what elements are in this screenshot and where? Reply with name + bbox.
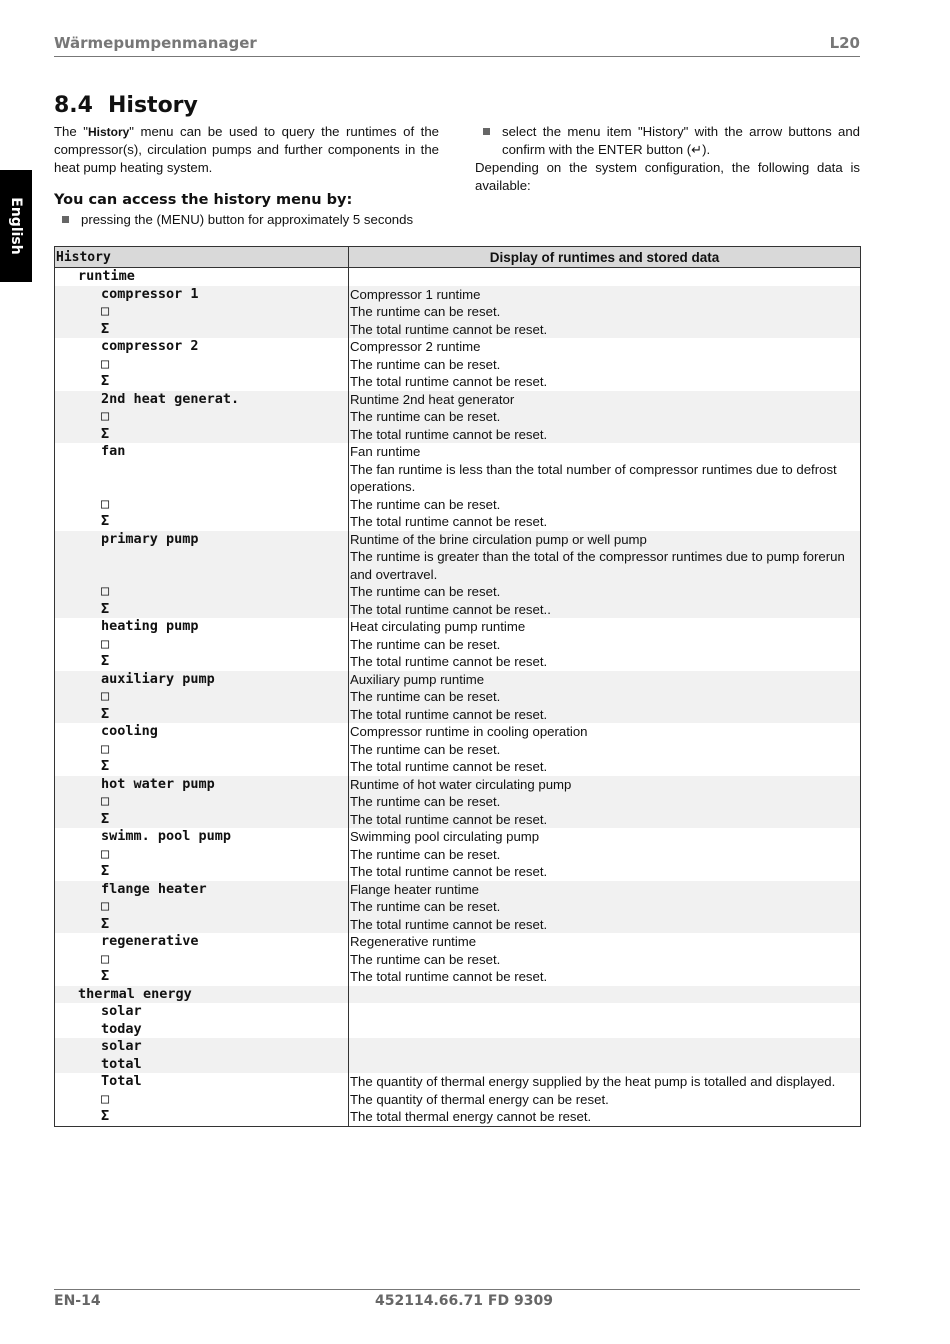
table-row	[55, 723, 861, 776]
table-row-solar-total	[55, 1038, 861, 1073]
menu-item-lcd	[55, 286, 348, 339]
menu-item-lcd	[55, 531, 348, 619]
table-cell-description	[349, 391, 861, 444]
description-text	[349, 338, 860, 391]
description-total: The total runtime cannot be reset.	[350, 426, 548, 442]
description-total: The total runtime cannot be reset.	[350, 321, 548, 337]
table-cell-description	[349, 618, 861, 671]
description-title: Compressor 1 runtime	[350, 286, 481, 302]
total-symbol-icon: Σ	[101, 600, 110, 617]
table-row	[55, 531, 861, 619]
description-title: Auxiliary pump runtime	[350, 671, 485, 687]
table-cell-menu-item	[55, 1003, 349, 1038]
reset-symbol-icon: □	[101, 408, 110, 424]
total-symbol-icon: Σ	[101, 373, 110, 389]
menu-item-lcd	[55, 881, 348, 934]
description-text	[349, 1073, 860, 1126]
menu-item-name: cooling	[101, 723, 158, 739]
description-note: The fan runtime is less than the total number of compressor runtimes due to defrost operations.	[350, 461, 837, 494]
spacer	[101, 566, 348, 584]
description-reset: The runtime can be reset.	[350, 409, 501, 424]
total-symbol-icon: Σ	[101, 968, 110, 984]
description-total: The total runtime cannot be reset.	[350, 969, 548, 984]
description-text	[349, 391, 860, 444]
table-cell-description	[349, 881, 861, 934]
reset-symbol-icon: □	[101, 303, 110, 319]
description-reset: The runtime can be reset.	[350, 951, 501, 967]
table-row	[55, 391, 861, 444]
group-label-thermal-energy: thermal energy	[78, 985, 192, 1002]
description-total: The total runtime cannot be reset.	[350, 811, 548, 827]
description-text	[349, 881, 860, 934]
reset-symbol-icon: □	[101, 1090, 110, 1107]
description-total: The total thermal energy cannot be reset.	[350, 1109, 592, 1124]
menu-item-name: fan	[101, 443, 126, 459]
availability-paragraph: Depending on the system configuration, the following data is available:	[475, 160, 860, 193]
total-symbol-icon: Σ	[101, 915, 110, 932]
description-text	[349, 618, 860, 671]
total-symbol-icon: Σ	[101, 705, 110, 722]
menu-item-total: total	[101, 1055, 142, 1072]
reset-symbol-icon: □	[101, 688, 110, 704]
bullet-item-menu	[54, 211, 439, 229]
description-title: Compressor 2 runtime	[350, 339, 481, 354]
history-table	[54, 246, 861, 1127]
section-title: History	[108, 93, 198, 118]
reset-symbol-icon: □	[101, 793, 110, 809]
table-row	[55, 443, 861, 531]
table-row	[55, 338, 861, 391]
menu-item-name: swimm. pool pump	[101, 828, 232, 844]
intro-text-a: The "	[54, 124, 88, 139]
description-title: Runtime of the brine circulation pump or well pump	[350, 531, 647, 547]
menu-item-name: compressor 2	[101, 338, 199, 354]
description-title: Compressor runtime in cooling operation	[350, 724, 588, 739]
menu-item-name: heating pump	[101, 618, 199, 634]
description-reset: The runtime can be reset.	[350, 741, 501, 757]
description-total: The total runtime cannot be reset.	[350, 759, 548, 774]
table-cell-description	[349, 443, 861, 531]
menu-item-lcd	[55, 1038, 348, 1073]
spacer	[101, 548, 348, 566]
table-cell-group	[55, 986, 349, 1004]
table-cell-description	[349, 531, 861, 619]
reset-symbol-icon: □	[101, 950, 110, 967]
reset-symbol-icon: □	[101, 635, 110, 652]
menu-item-name: hot water pump	[101, 775, 215, 792]
description-reset: The runtime can be reset.	[350, 496, 501, 512]
description-total: The total runtime cannot be reset.	[350, 514, 548, 529]
table-cell-menu-item	[55, 723, 349, 776]
description-total: The total runtime cannot be reset.	[350, 916, 548, 932]
table-header-display: Display of runtimes and stored data	[349, 247, 861, 268]
spacer	[101, 478, 348, 496]
table-cell-menu-item	[55, 881, 349, 934]
menu-item-lcd	[55, 933, 348, 986]
total-symbol-icon: Σ	[101, 810, 110, 827]
table-row	[55, 776, 861, 829]
table-cell-menu-item	[55, 443, 349, 531]
table-row	[55, 618, 861, 671]
menu-item-solar: solar	[101, 1003, 142, 1019]
menu-item-lcd	[55, 391, 348, 444]
intro-paragraph	[54, 123, 439, 177]
description-reset: The runtime can be reset.	[350, 689, 501, 704]
footer-page-number: EN-14	[54, 1293, 101, 1309]
table-row-solar-today	[55, 1003, 861, 1038]
description-text	[349, 933, 860, 986]
table-cell-menu-item	[55, 671, 349, 724]
table-cell-description	[349, 933, 861, 986]
description-title: Swimming pool circulating pump	[350, 829, 540, 844]
table-row	[55, 828, 861, 881]
description-text	[349, 531, 860, 619]
total-symbol-icon: Σ	[101, 513, 110, 529]
description-title: Runtime of hot water circulating pump	[350, 776, 572, 792]
description-total: The total runtime cannot be reset.	[350, 374, 548, 389]
reset-symbol-icon: □	[101, 845, 110, 862]
description-reset: The runtime can be reset.	[350, 899, 501, 914]
menu-item-name: 2nd heat generat.	[101, 390, 240, 407]
table-row	[55, 933, 861, 986]
table-cell-menu-item	[55, 1038, 349, 1073]
menu-item-lcd	[55, 1073, 348, 1126]
section-number: 8.4	[54, 93, 93, 118]
page-footer	[54, 1289, 860, 1314]
reset-symbol-icon: □	[101, 495, 110, 512]
menu-item-name: auxiliary pump	[101, 670, 215, 687]
description-total: The total runtime cannot be reset..	[350, 601, 551, 617]
footer-doc-number: 452114.66.71 FD 9309	[375, 1293, 553, 1309]
total-symbol-icon: Σ	[101, 320, 110, 337]
description-title: Fan runtime	[350, 444, 421, 459]
table-cell-menu-item	[55, 286, 349, 339]
description-title: Heat circulating pump runtime	[350, 619, 526, 634]
description-text	[349, 443, 860, 531]
description-reset: The runtime can be reset.	[350, 794, 501, 809]
table-cell-description	[349, 1038, 861, 1073]
description-reset: The quantity of thermal energy can be reset.	[350, 1091, 609, 1107]
access-heading: You can access the history menu by:	[54, 192, 353, 208]
table-cell-description	[349, 776, 861, 829]
menu-item-name: compressor 1	[101, 285, 199, 302]
page-header	[54, 32, 860, 57]
description-total: The total runtime cannot be reset.	[350, 864, 548, 879]
description-text	[349, 723, 860, 776]
group-label-runtime: runtime	[78, 268, 135, 284]
description-reset: The runtime can be reset.	[350, 304, 501, 319]
header-code: L20	[829, 34, 860, 52]
total-symbol-icon: Σ	[101, 425, 110, 442]
description-reset: The runtime can be reset.	[350, 584, 501, 599]
table-cell-menu-item	[55, 531, 349, 619]
table-cell-description	[349, 286, 861, 339]
table-row	[55, 286, 861, 339]
menu-item-lcd	[55, 1003, 348, 1038]
table-cell-menu-item	[55, 391, 349, 444]
reset-symbol-icon: □	[101, 898, 110, 914]
language-tab	[0, 170, 32, 282]
spacer	[101, 461, 348, 479]
intro-right-column	[475, 123, 860, 195]
bullet-text: select the menu item "History" with the arrow buttons and confirm with the ENTER button (↵).	[502, 124, 860, 157]
total-symbol-icon: Σ	[101, 863, 110, 879]
description-text	[349, 671, 860, 724]
description-text	[349, 776, 860, 829]
menu-item-solar: solar	[101, 1038, 142, 1054]
table-header-history: History	[55, 247, 349, 268]
bullet-text: pressing the (MENU) button for approximately 5 seconds	[81, 212, 414, 227]
table-cell-empty	[349, 986, 861, 1004]
menu-item-lcd	[55, 443, 348, 531]
description-title: Runtime 2nd heat generator	[350, 391, 515, 407]
intro-text-b: " menu can be used to query the runtimes of the compressor(s), circulation pumps and further components in the heat pump heating system.	[54, 124, 439, 175]
bullet-square-icon	[483, 128, 490, 135]
menu-item-name: Total	[101, 1073, 142, 1089]
table-row	[55, 881, 861, 934]
group-row-runtime	[55, 268, 861, 286]
menu-item-lcd	[55, 671, 348, 724]
table-header-row	[55, 247, 861, 268]
menu-item-name: regenerative	[101, 933, 199, 949]
section-heading	[54, 93, 198, 118]
bullet-square-icon	[62, 216, 69, 223]
menu-item-lcd	[55, 618, 348, 671]
description-text	[349, 828, 860, 881]
description-note: The runtime is greater than the total of the compressor runtimes due to pump forerun and overtravel.	[350, 549, 845, 582]
bullet-item-select	[475, 123, 860, 159]
table-cell-description	[349, 828, 861, 881]
menu-item-lcd	[55, 828, 348, 881]
total-symbol-icon: Σ	[101, 1108, 110, 1124]
intro-left-column	[54, 123, 439, 229]
description-title: Flange heater runtime	[350, 881, 480, 897]
table-cell-menu-item	[55, 618, 349, 671]
description-reset: The runtime can be reset.	[350, 636, 501, 652]
description-text	[349, 286, 860, 339]
menu-item-name: flange heater	[101, 880, 207, 897]
reset-symbol-icon: □	[101, 355, 110, 372]
group-row-thermal-energy	[55, 986, 861, 1004]
header-title: Wärmepumpenmanager	[54, 34, 257, 52]
table-cell-description	[349, 671, 861, 724]
total-symbol-icon: Σ	[101, 653, 110, 669]
reset-symbol-icon: □	[101, 740, 110, 757]
table-cell-menu-item	[55, 776, 349, 829]
table-cell-description	[349, 1073, 861, 1126]
menu-item-lcd	[55, 338, 348, 391]
language-tab-label: English	[8, 197, 24, 255]
menu-item-lcd	[55, 723, 348, 776]
total-symbol-icon: Σ	[101, 758, 110, 774]
description-total: The total runtime cannot be reset.	[350, 706, 548, 722]
table-cell-description	[349, 723, 861, 776]
menu-item-lcd	[55, 776, 348, 829]
table-cell-menu-item	[55, 828, 349, 881]
table-cell-description	[349, 338, 861, 391]
table-cell-menu-item	[55, 338, 349, 391]
description-title: The quantity of thermal energy supplied by the heat pump is totalled and displayed.	[350, 1074, 836, 1089]
table-row	[55, 671, 861, 724]
reset-symbol-icon: □	[101, 583, 110, 599]
table-row-total	[55, 1073, 861, 1126]
menu-item-today: today	[101, 1020, 142, 1037]
description-title: Regenerative runtime	[350, 934, 477, 949]
description-reset: The runtime can be reset.	[350, 356, 501, 372]
description-total: The total runtime cannot be reset.	[350, 654, 548, 669]
table-cell-description	[349, 1003, 861, 1038]
intro-history-term: History	[87, 125, 130, 139]
table-cell-menu-item	[55, 1073, 349, 1126]
table-cell-menu-item	[55, 933, 349, 986]
menu-item-name: primary pump	[101, 530, 199, 547]
description-reset: The runtime can be reset.	[350, 846, 501, 862]
